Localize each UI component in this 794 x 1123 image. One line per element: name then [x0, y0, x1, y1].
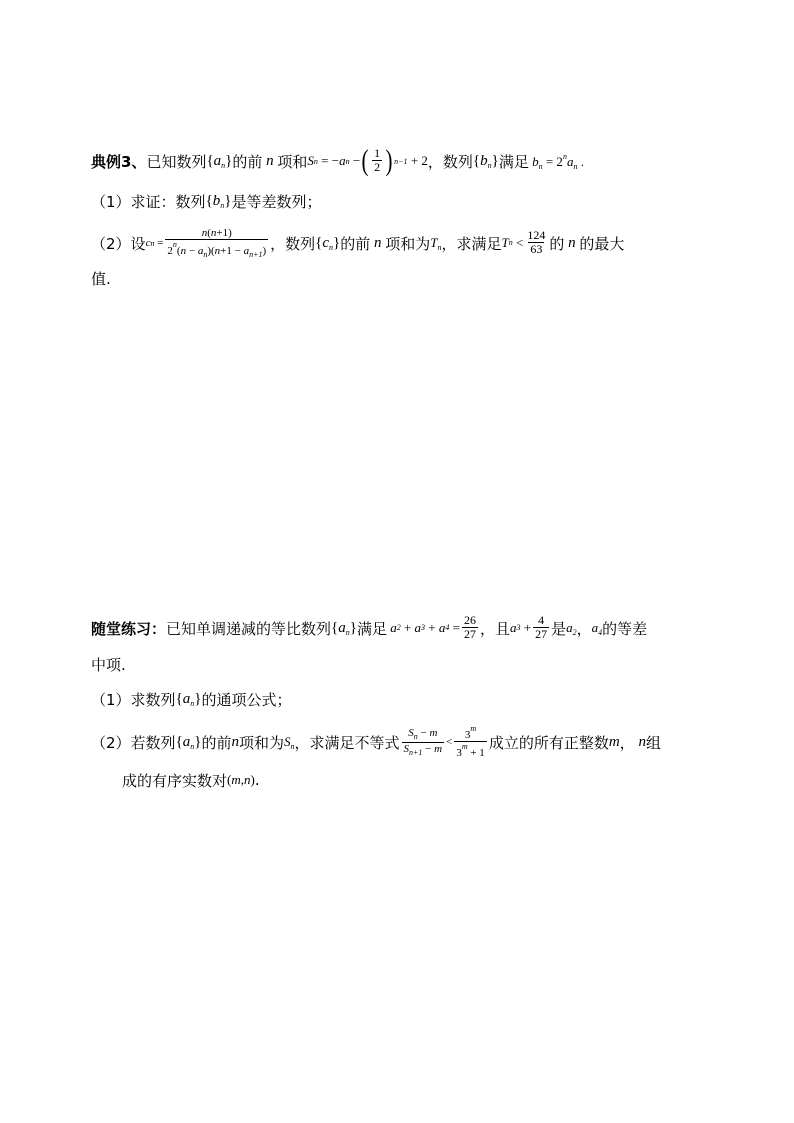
text: ，	[619, 733, 635, 752]
text: 已知单调递减的等比数列	[166, 619, 332, 638]
text: 项和	[277, 152, 308, 171]
math-an-set: $\{a_n\}$	[331, 619, 357, 637]
example3-line1	[91, 146, 584, 176]
text: ，求满足不等式	[294, 733, 400, 752]
math-a2: $a_2$	[566, 619, 577, 637]
math-pair: (m,n)	[227, 772, 255, 787]
text: 是等差数列；	[231, 192, 322, 211]
math-a3-plus: a 3 + $\frac{4}{27}$	[510, 613, 548, 642]
example3-part2	[91, 225, 624, 261]
text: 设	[130, 234, 146, 253]
text: 满足	[356, 619, 387, 638]
text: 的前	[232, 152, 263, 171]
text: 的前	[201, 733, 232, 752]
example3-title: 典例3、	[91, 152, 147, 171]
math-cn-formula: c n = $\frac{n(n+1)}{2^n(n - a_n)(n+1 - a_{n+1})}$	[145, 226, 267, 259]
math-an-set: $\{a_n\}$	[206, 152, 233, 170]
math-sn: $S_n$	[284, 733, 295, 751]
math-inequality: $\frac{S_n - m}{S_{n+1} - m}$ < $\frac{3^m}{3^m + 1}$	[403, 723, 485, 759]
text: 若数列	[130, 733, 176, 752]
text: 的	[549, 234, 565, 253]
math-bn-set: $\{b_n\}$	[472, 152, 499, 170]
math-bn-set: $\{b_n\}$	[205, 192, 232, 210]
text: 中项.	[91, 655, 126, 674]
text: 的前	[340, 234, 371, 253]
practice-line1	[91, 611, 647, 645]
math-a4: $a_4$	[591, 619, 603, 637]
text: ，求满足	[441, 234, 502, 253]
math-n: n	[634, 733, 646, 750]
label: （1）	[91, 192, 131, 211]
math-tn-ineq: T n < $\frac{124}{63}$	[501, 228, 546, 257]
text: ，	[576, 619, 592, 638]
text: ，数列	[270, 234, 316, 253]
math-n: n	[262, 152, 278, 169]
math-n: n	[231, 733, 239, 750]
text: 组	[645, 733, 661, 752]
label: （2）	[91, 234, 131, 253]
text: 成立的所有正整数	[488, 733, 609, 752]
math-cn-set: $\{c_n\}$	[315, 234, 341, 252]
math-an-set: $\{a_n\}$	[175, 690, 202, 708]
text: 成的有序实数对	[122, 771, 228, 790]
example3-part1	[91, 189, 321, 213]
text: 值.	[91, 269, 111, 288]
text: 项和为	[238, 733, 284, 752]
math-n: n	[564, 234, 580, 251]
math-bn-formula: $b_n = 2^na_n$ .	[532, 151, 584, 171]
text: 的最大	[579, 234, 625, 253]
math-m: m	[608, 733, 620, 750]
practice-title: 随堂练习：	[91, 619, 167, 638]
label: （2）	[91, 733, 131, 752]
math-sn-formula: S n = − a n − ( $\frac{1}{2}$ ) n−1 + 2	[307, 144, 428, 177]
text: 满足	[498, 152, 529, 171]
math-sum-eq: a 2 + a 3 + a 4 = $\frac{26}{27}$	[390, 613, 476, 642]
label: （1）	[91, 690, 131, 709]
practice-part2	[91, 723, 661, 761]
example3-part2-cont	[91, 266, 111, 290]
text: 是	[551, 619, 567, 638]
text: 已知数列	[146, 152, 207, 171]
text: 求数列	[130, 690, 176, 709]
text: ，数列	[427, 152, 473, 171]
math-n: n	[370, 234, 386, 251]
text: .	[254, 771, 260, 789]
practice-part1	[91, 687, 291, 711]
math-an-set: $\{a_n\}$	[175, 733, 202, 751]
text: 的等差	[602, 619, 648, 638]
text: 项和为	[385, 234, 431, 253]
practice-line2	[91, 652, 126, 676]
text: 的通项公式；	[201, 690, 292, 709]
text: ，且	[479, 619, 510, 638]
text: 求证：数列	[130, 192, 206, 211]
math-tn: $T_n$	[430, 234, 442, 252]
practice-part2-cont	[122, 768, 260, 792]
